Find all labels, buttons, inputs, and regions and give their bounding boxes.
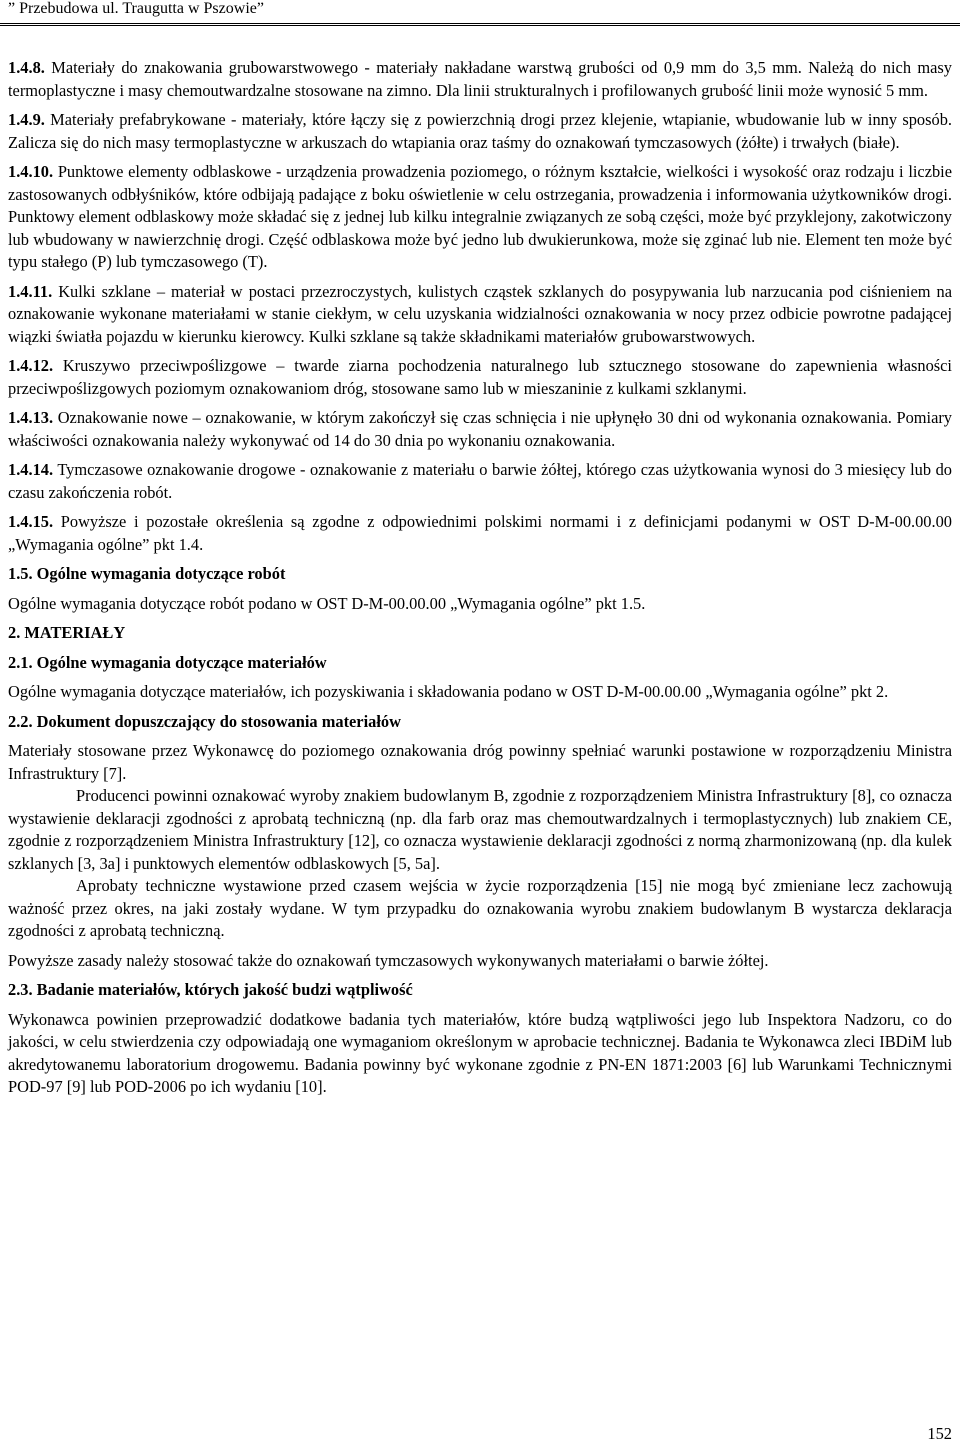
paragraph-text: Oznakowanie nowe – oznakowanie, w którym zakończył się czas schnięcia i nie upłynęło 30 dni od wykonania oznakowania. Pomiary właściwości oznakowania należy wykonywać od 14 do 30 dnia po wykonaniu oznakowania. — [8, 408, 952, 450]
heading-2-1: 2.1. Ogólne wymagania dotyczące materiałów — [8, 652, 327, 672]
paragraph-text: Kulki szklane – materiał w postaci przezroczystych, kulistych cząstek szklanych do posypywania lub narzucania pod ciśnieniem na oznakowanie wykonane materiałami w stanie ciekłym, w celu uzyskania widzialności oznakowania w nocy przez odbicie powrotne padającej wiązki światła pojazdu w kierunku kierowcy. Kulki szklane są także składnikami materiałów grubowarstwowych. — [8, 281, 952, 346]
paragraph-text: Punktowe elementy odblaskowe - urządzenia prowadzenia poziomego, o różnym kształcie, wielkości i wysokość oraz rodzaju i liczbie zastosowanych odbłyśników, które odbijają padające z boku oświetlenie w celu ostrzegania, prowadzenia i informowania użytkowników drogi. Punktowy element odblaskowy może składać się z jednej lub kilku integralnie związanych ze sobą części, może być przyklejony, zakotwiczony lub wbudowany w nawierzchnię drogi. Część odblaskowa może być jedno lub dwukierunkowa, może się zginać lub nie. Element ten może być typu stałego (P) lub tymczasowego (T). — [8, 162, 952, 271]
paragraph-1-4-14 — [8, 459, 952, 504]
page-number: 152 — [927, 1424, 952, 1443]
document-body — [8, 57, 952, 1106]
paragraph-1-4-11 — [8, 281, 952, 349]
section-number: 1.4.15. — [8, 512, 54, 531]
paragraph-1-4-12 — [8, 355, 952, 400]
heading-2-2: 2.2. Dokument dopuszczający do stosowania materiałów — [8, 711, 401, 731]
paragraph-2-2-b: Producenci powinni oznakować wyroby znakiem budowlanym B, zgodnie z rozporządzeniem Ministra Infrastruktury [8], co oznacza wystawienie deklaracji zgodności z aprobatą techniczną (np. dla farb oraz mas chemoutwardzalnych i termoplastycznych) lub znakiem CE, zgodnie z rozporządzeniem Ministra Infrastruktury [12], co oznacza wystawienie deklaracji zgodności z normą zharmonizowaną (np. dla kulek szklanych [3, 3a] i punktowych elementów odblaskowych [5, 5a]. — [8, 786, 952, 873]
section-number: 1.4.12. — [8, 356, 54, 375]
section-number: 1.4.13. — [8, 408, 54, 427]
paragraph-2-2-a: Materiały stosowane przez Wykonawcę do poziomego oznakowania dróg powinny spełniać warunki postawione w rozporządzeniu Ministra Infrastruktury [7]. — [8, 741, 952, 783]
heading-2: 2. MATERIAŁY — [8, 623, 126, 642]
paragraph-text: Tymczasowe oznakowanie drogowe - oznakowanie z materiału o barwie żółtej, którego czas użytkowania wynosi do 3 miesięcy lub do czasu zakończenia robót. — [8, 460, 952, 502]
section-number: 1.4.10. — [8, 162, 54, 181]
section-number: 1.4.9. — [8, 110, 45, 129]
paragraph-1-5: Ogólne wymagania dotyczące robót podano w OST D-M-00.00.00 „Wymagania ogólne” pkt 1.5. — [8, 593, 646, 613]
paragraph-2-1: Ogólne wymagania dotyczące materiałów, ich pozyskiwania i składowania podano w OST D-M-00.00.00 „Wymagania ogólne” pkt 2. — [8, 682, 889, 701]
header-rule — [0, 23, 960, 26]
paragraph-1-4-8 — [8, 57, 952, 102]
section-number: 1.4.14. — [8, 460, 54, 479]
paragraph-text: Materiały prefabrykowane - materiały, które łączy się z powierzchnią drogi przez klejenie, wtapianie, wbudowanie lub w inny sposób. Zalicza się do nich masy termoplastyczne w arkuszach do wtapiania oraz taśmy do oznakowań tymczasowych (żółte) i trwałych (białe). — [8, 110, 952, 152]
section-number: 1.4.11. — [8, 281, 53, 301]
heading-1-5: 1.5. Ogólne wymagania dotyczące robót — [8, 564, 286, 583]
paragraph-1-4-10 — [8, 161, 952, 274]
paragraph-2-3: Wykonawca powinien przeprowadzić dodatkowe badania tych materiałów, które budzą wątpliwości jego lub Inspektora Nadzoru, co do jakości, w celu stwierdzenia czy odpowiadają one wymaganiom określonym w aprobacie technicznej. Badania te Wykonawca zleci IBDiM lub akredytowanemu laboratorium drogowemu. Badania powinny być wykonane zgodnie z PN-EN 1871:2003 [6] lub Warunkami Technicznymi POD-97 [9] lub POD-2006 po ich wydaniu [10]. — [8, 1009, 952, 1096]
running-header: ” Przebudowa ul. Traugutta w Pszowie” — [8, 0, 264, 17]
paragraph-text: Kruszywo przeciwpoślizgowe – twarde ziarna pochodzenia naturalnego lub sztucznego stosowane do zapewnienia własności przeciwpoślizgowych poziomym oznakowaniom dróg, stosowane samo lub w mieszaninie z kulkami szklanymi. — [8, 356, 952, 398]
paragraph-2-2-d: Powyższe zasady należy stosować także do oznakowań tymczasowych wykonywanych materiałami o barwie żółtej. — [8, 950, 769, 970]
paragraph-1-4-15 — [8, 511, 952, 556]
paragraph-text: Materiały do znakowania grubowarstwowego - materiały nakładane warstwą grubości od 0,9 mm do 3,5 mm. Należą do nich masy termoplastyczne i masy chemoutwardzalne stosowane na zimno. Dla linii strukturalnych i profilowanych grubość linii może wynosić 5 mm. — [8, 58, 952, 100]
paragraph-1-4-9 — [8, 109, 952, 154]
paragraph-text: Powyższe i pozostałe określenia są zgodne z odpowiednimi polskimi normami i z definicjami podanymi w OST D-M-00.00.00 „Wymagania ogólne” pkt 1.4. — [8, 512, 952, 554]
paragraph-1-4-13 — [8, 407, 952, 452]
paragraph-2-2-c: Aprobaty techniczne wystawione przed czasem wejścia w życie rozporządzenia [15] nie mogą być zmieniane lecz zachowują ważność przez okres, na jaki zostały wydane. W tym przypadku do oznakowania wyrobu znakiem budowlanym B wystarcza deklaracja zgodności z aprobatą techniczną. — [8, 876, 952, 940]
section-number: 1.4.8. — [8, 58, 45, 77]
heading-2-3: 2.3. Badanie materiałów, których jakość budzi wątpliwość — [8, 980, 413, 999]
